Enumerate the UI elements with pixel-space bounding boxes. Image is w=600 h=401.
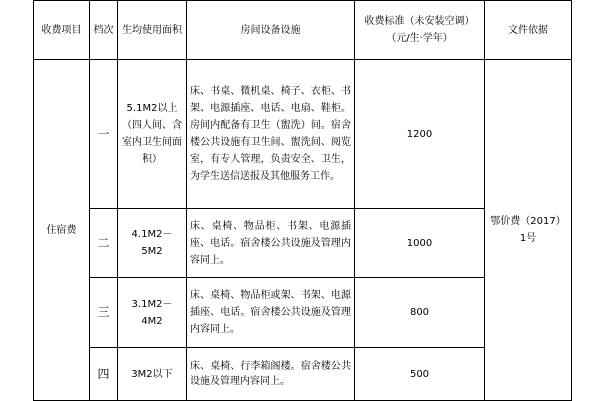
header-facilities: 房间设备设施 (187, 1, 355, 60)
area-cell: 3M2以下 (118, 348, 187, 401)
item-name: 住宿费 (34, 60, 90, 401)
header-area: 生均使用面积 (118, 1, 187, 60)
facilities-cell: 床、书桌、微机桌、椅子、衣柜、书架、电源插座、电话、电扇、鞋柜。房间内配备有卫生（盥洗）间。宿舍楼公共设施有卫生间、盥洗间、阅览室，有专人管理，负责安全、卫生，为学生送信送报及其他服务工作。 (187, 60, 355, 209)
area-cell: 5.1M2以上（四人间、含室内卫生间面积） (118, 60, 187, 209)
header-item: 收费项目 (34, 1, 90, 60)
header-standard: 收费标准（未安装空调）（元/生·学年） (355, 1, 485, 60)
fee-cell: 1200 (355, 60, 485, 209)
fee-cell: 800 (355, 278, 485, 348)
level-cell: 四 (90, 348, 118, 401)
area-cell: 3.1M2－4M2 (118, 278, 187, 348)
fee-cell: 1000 (355, 209, 485, 278)
facilities-cell: 床、桌椅、行李箱阁楼。宿舍楼公共设施及管理内容同上。 (187, 348, 355, 401)
level-cell: 二 (90, 209, 118, 278)
table-header-row (34, 1, 572, 60)
dormitory-fee-table (33, 0, 572, 401)
basis-cell: 鄂价费（2017）1号 (485, 60, 572, 401)
level-cell: 三 (90, 278, 118, 348)
fee-cell: 500 (355, 348, 485, 401)
header-level: 档次 (90, 1, 118, 60)
table-row (34, 60, 572, 209)
header-basis: 文件依据 (485, 1, 572, 60)
facilities-cell: 床、桌椅、物品柜或架、书架、电源插座、电话。宿舍楼公共设施及管理内容同上。 (187, 278, 355, 348)
facilities-cell: 床、桌椅、物品柜、书架、电源插座、电话。宿舍楼公共设施及管理内容同上。 (187, 209, 355, 278)
level-cell: 一 (90, 60, 118, 209)
area-cell: 4.1M2－5M2 (118, 209, 187, 278)
